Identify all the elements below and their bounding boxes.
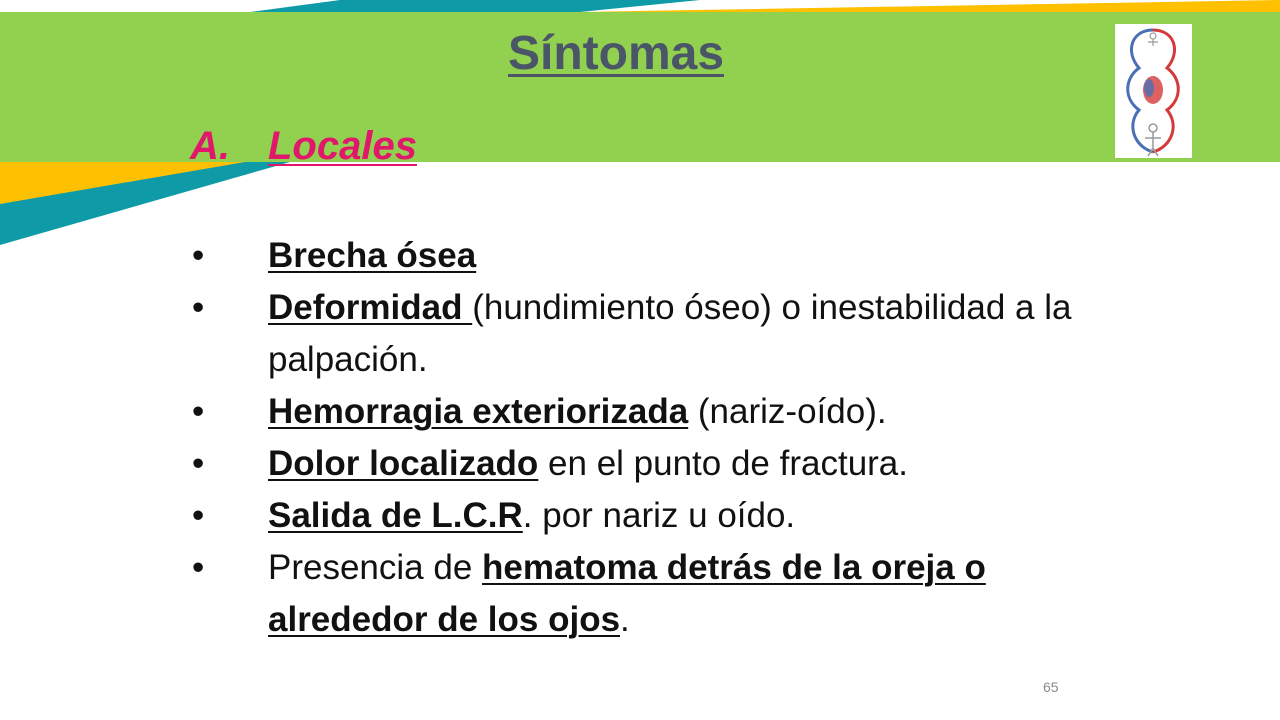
slide-title: Síntomas bbox=[507, 27, 725, 80]
list-item bbox=[190, 490, 1128, 542]
bullet-icon: • bbox=[192, 496, 205, 535]
section-label: Locales bbox=[268, 124, 417, 168]
item-text: (hundimiento óseo) o inestabilidad a la palpación. bbox=[268, 288, 1072, 379]
bullet-icon: • bbox=[192, 392, 205, 431]
list-item bbox=[190, 386, 1128, 438]
list-item bbox=[190, 230, 1128, 282]
item-bold: Brecha ósea bbox=[268, 236, 477, 275]
item-text: . bbox=[620, 600, 630, 639]
top-teal-stripe bbox=[250, 0, 700, 12]
bullet-icon: • bbox=[192, 548, 205, 587]
item-bold: hematoma detrás de la oreja o alrededor de los ojos bbox=[268, 548, 986, 639]
item-text: (nariz-oído). bbox=[688, 392, 887, 431]
item-bold: Salida de L.C.R bbox=[268, 496, 523, 535]
list-item bbox=[190, 438, 1128, 490]
top-yellow-stripe bbox=[580, 0, 1280, 12]
symptom-list bbox=[190, 230, 1128, 646]
bullet-icon: • bbox=[192, 236, 205, 275]
bullet-icon: • bbox=[192, 444, 205, 483]
item-prefix: Presencia de bbox=[268, 548, 483, 587]
section-letter: A. bbox=[190, 124, 230, 168]
list-item bbox=[190, 542, 1128, 646]
bullet-icon: • bbox=[192, 288, 205, 327]
section-heading bbox=[190, 124, 417, 169]
item-bold: Deformidad bbox=[268, 288, 473, 327]
item-text: . por nariz u oído. bbox=[522, 496, 796, 535]
list-item bbox=[190, 282, 1128, 386]
item-text: en el punto de fractura. bbox=[538, 444, 908, 483]
item-bold: Hemorragia exteriorizada bbox=[268, 392, 689, 431]
item-bold: Dolor localizado bbox=[268, 444, 539, 483]
page-number: 65 bbox=[1043, 679, 1059, 695]
